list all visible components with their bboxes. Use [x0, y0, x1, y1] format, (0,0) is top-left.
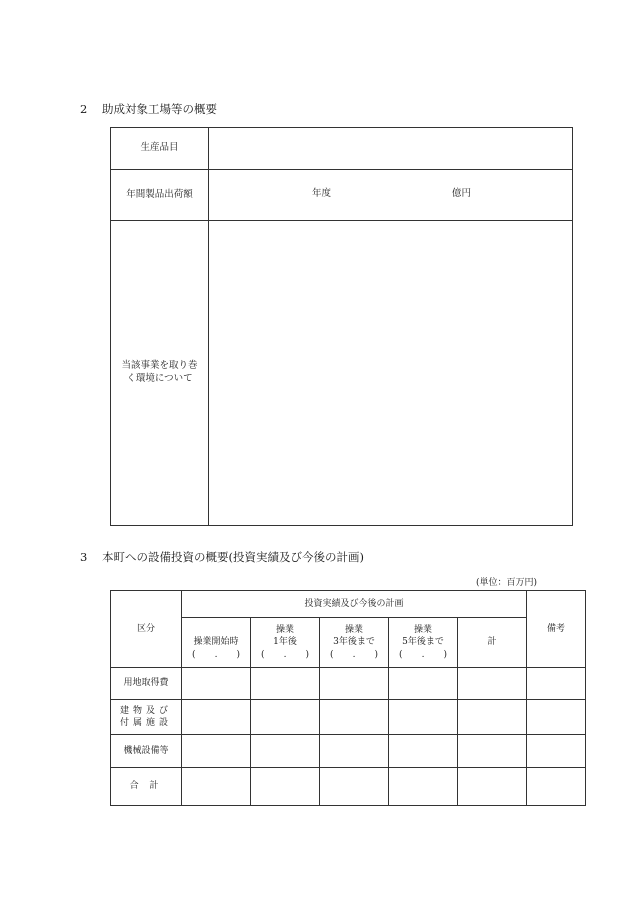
table-cell[interactable]	[320, 768, 389, 806]
paren-dot: .	[283, 649, 287, 660]
column-5year-date[interactable]	[389, 649, 457, 661]
section-3-number: 3	[80, 550, 88, 564]
table-cell[interactable]	[320, 700, 389, 735]
environment-label-line1: 当該事業を取り巻	[121, 360, 198, 372]
shipment-amount-unit: 億円	[452, 188, 472, 199]
table-cell[interactable]	[182, 668, 251, 700]
row-label-total: 合 計	[111, 768, 182, 806]
shipment-row	[111, 170, 573, 221]
table-cell[interactable]	[458, 768, 527, 806]
column-start-line1	[182, 624, 250, 636]
investment-table	[110, 590, 586, 806]
environment-value-cell[interactable]	[209, 221, 573, 526]
paren-open: (	[330, 649, 334, 660]
section-3-title: 本町への設備投資の概要(投資実績及び今後の計画)	[102, 550, 364, 564]
column-5year-header	[389, 618, 458, 668]
total-column-header: 計	[458, 618, 527, 668]
table-cell[interactable]	[527, 735, 586, 768]
header-row-1	[111, 591, 586, 618]
table-cell[interactable]	[389, 700, 458, 735]
section-3-heading	[80, 549, 364, 565]
table-cell[interactable]	[251, 735, 320, 768]
paren-dot: .	[421, 649, 425, 660]
paren-open: (	[261, 649, 265, 660]
table-cell[interactable]	[182, 735, 251, 768]
table-cell[interactable]	[320, 735, 389, 768]
environment-label-line2: く環境について	[126, 373, 193, 384]
category-header: 区分	[111, 591, 182, 668]
paren-close: )	[305, 649, 309, 660]
table-row	[111, 700, 586, 735]
column-1year-date[interactable]	[251, 649, 319, 661]
row-label-machinery: 機械設備等	[111, 735, 182, 768]
product-label: 生産品目	[111, 128, 209, 170]
table-cell[interactable]	[251, 668, 320, 700]
table-cell[interactable]	[182, 700, 251, 735]
section-2-title: 助成対象工場等の概要	[102, 102, 217, 116]
paren-close: )	[374, 649, 378, 660]
column-3year-date[interactable]	[320, 649, 388, 661]
column-5year-line1: 操業	[413, 625, 432, 636]
shipment-label: 年間製品出荷額	[111, 170, 209, 221]
table-cell[interactable]	[251, 700, 320, 735]
table-cell[interactable]	[527, 668, 586, 700]
column-3year-header	[320, 618, 389, 668]
table-cell[interactable]	[389, 668, 458, 700]
table-cell[interactable]	[527, 700, 586, 735]
row-label-building-line2: 付属施設	[119, 718, 172, 728]
table-row	[111, 668, 586, 700]
paren-open: (	[192, 649, 196, 660]
column-start-date[interactable]	[182, 649, 250, 661]
unit-note: (単位：百万円)	[476, 578, 538, 588]
header-row-2	[111, 618, 586, 668]
remarks-header: 備考	[527, 591, 586, 668]
environment-row	[111, 221, 573, 526]
table-cell[interactable]	[182, 768, 251, 806]
column-1year-header	[251, 618, 320, 668]
column-start-header	[182, 618, 251, 668]
section-2-heading	[80, 101, 217, 117]
row-label-building	[111, 700, 182, 735]
table-cell[interactable]	[320, 668, 389, 700]
table-cell[interactable]	[458, 668, 527, 700]
plan-group-header: 投資実績及び今後の計画	[182, 591, 527, 618]
table-cell[interactable]	[458, 735, 527, 768]
table-cell[interactable]	[389, 735, 458, 768]
column-3year-line1: 操業	[344, 625, 363, 636]
table-row	[111, 735, 586, 768]
shipment-value-cell[interactable]	[209, 170, 573, 221]
paren-open: (	[399, 649, 403, 660]
section-2-number: 2	[80, 102, 88, 116]
table-cell[interactable]	[458, 700, 527, 735]
table-cell[interactable]	[389, 768, 458, 806]
paren-dot: .	[352, 649, 356, 660]
product-row	[111, 128, 573, 170]
table-cell[interactable]	[251, 768, 320, 806]
column-1year-line1: 操業	[275, 625, 294, 636]
row-label-building-line1: 建物及び	[119, 705, 172, 716]
paren-close: )	[236, 649, 240, 660]
product-value-cell[interactable]	[209, 128, 573, 170]
column-3year-line2: 3年後まで	[333, 637, 375, 648]
environment-label	[111, 221, 209, 526]
column-start-line2: 操業開始時	[193, 637, 239, 648]
table-row	[111, 768, 586, 806]
paren-dot: .	[214, 649, 218, 660]
column-1year-line2: 1年後	[273, 637, 297, 648]
factory-overview-table	[110, 127, 573, 526]
table-cell[interactable]	[527, 768, 586, 806]
row-label-land: 用地取得費	[111, 668, 182, 700]
column-5year-line2: 5年後まで	[402, 637, 444, 648]
shipment-year-unit: 年度	[312, 188, 332, 199]
paren-close: )	[443, 649, 447, 660]
